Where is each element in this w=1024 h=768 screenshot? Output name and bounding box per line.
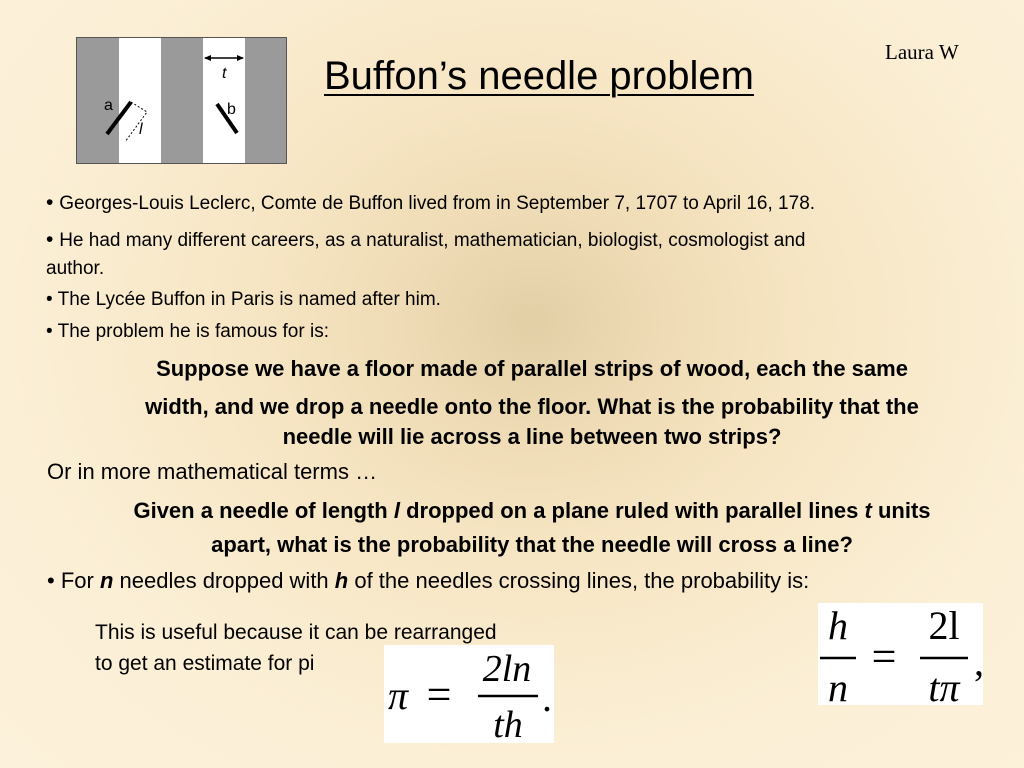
bullet-dot: • xyxy=(46,191,60,214)
formula1-equals: = xyxy=(871,632,897,681)
rearrange-note: This is useful because it can be rearranged to get an estimate for pi xyxy=(95,621,497,675)
problem-statement: Suppose we have a floor made of parallel strips of wood, each the same width, and we drop a needle onto the floor. What is the probability that the needle will lie across a line between two strips? xyxy=(145,356,919,449)
label-b: b xyxy=(227,101,236,118)
bullet-birth: • Georges-Louis Leclerc, Comte de Buffon lived from in September 7, 1707 to April 16, 178. xyxy=(46,191,816,214)
formula2-period: . xyxy=(542,675,552,720)
slide-title: Buffon’s needle problem xyxy=(324,54,754,98)
formula2-pi: π xyxy=(387,673,409,718)
formula1-tpi: tπ xyxy=(928,665,960,705)
bullet-dot: • xyxy=(46,228,60,251)
bullet-dot: • xyxy=(47,568,61,593)
formula1-comma: , xyxy=(974,639,983,684)
probability-formula xyxy=(818,603,983,705)
given-statement: Given a needle of length l dropped on a plane ruled with parallel lines t units apart, what is the probability that the needle will cross a line? xyxy=(133,498,931,557)
label-t: t xyxy=(222,65,227,82)
label-a: a xyxy=(104,97,113,114)
formula2-2ln: 2ln xyxy=(482,648,532,690)
formula1-2l: 2l xyxy=(928,603,960,648)
bullet-for-n: • For n needles dropped with h of the needles crossing lines, the probability is: xyxy=(47,568,810,593)
pi-estimate-formula xyxy=(384,645,554,743)
formula1-h: h xyxy=(828,603,848,648)
bullet-dot: • xyxy=(46,321,58,342)
bullet-careers: • He had many different careers, as a naturalist, mathematician, biologist, cosmologist and author. xyxy=(46,228,806,279)
bullet-dot: • xyxy=(46,289,58,310)
bullet-lycee: • The Lycée Buffon in Paris is named after him. xyxy=(46,289,441,310)
needle-diagram-svg xyxy=(77,38,287,164)
needle-diagram xyxy=(76,37,287,164)
label-l: l xyxy=(139,121,143,138)
formula2-th: th xyxy=(493,704,523,743)
white-strip-1 xyxy=(119,38,161,164)
formula1-n: n xyxy=(828,665,848,705)
bullet-problem-intro: • The problem he is famous for is: xyxy=(46,321,329,342)
formula2-equals: = xyxy=(426,670,452,719)
author-name: Laura W xyxy=(885,40,959,64)
or-mathematical: Or in more mathematical terms … xyxy=(47,459,378,484)
